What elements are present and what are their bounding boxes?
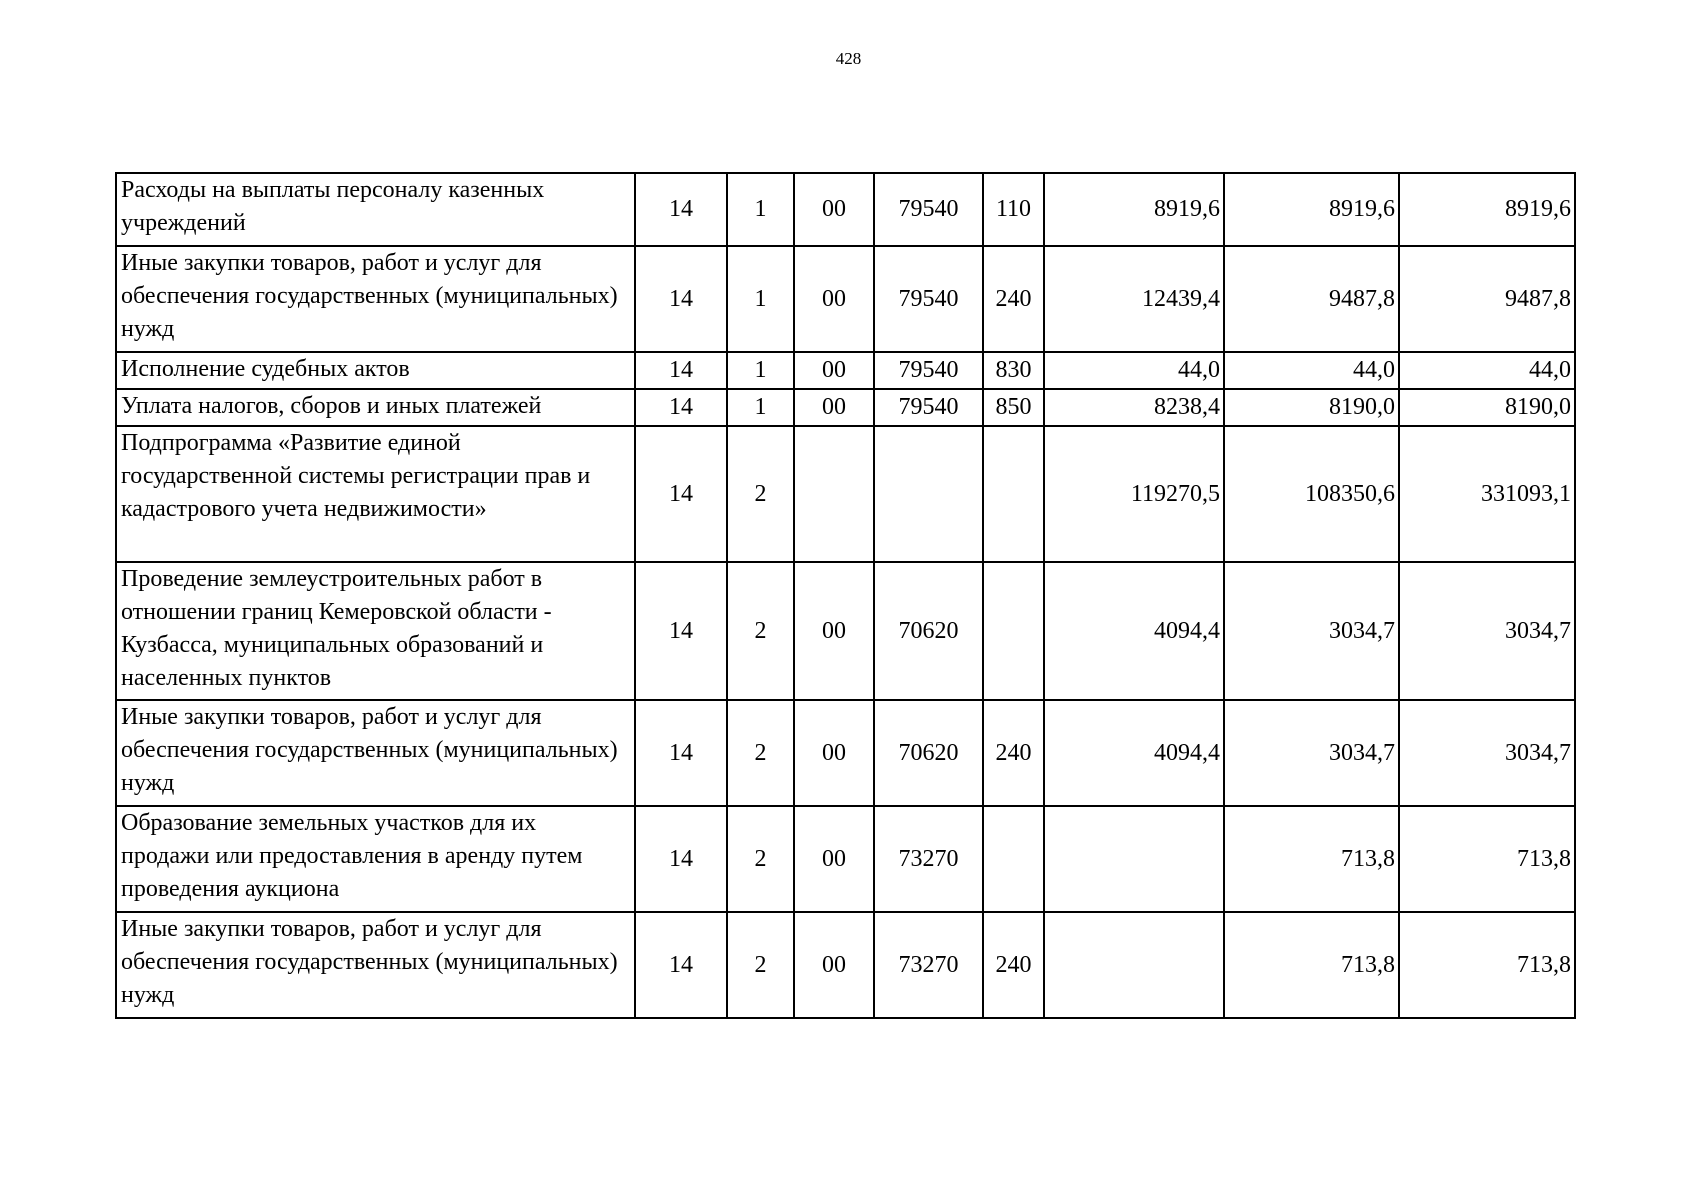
table-row (116, 352, 1575, 389)
amount-year-2: 3034,7 (1224, 562, 1399, 700)
row-name: Исполнение судебных актов (116, 352, 635, 389)
subsection-code: 1 (727, 352, 794, 389)
direction-code: 70620 (874, 562, 983, 700)
amount-year-3: 3034,7 (1399, 562, 1575, 700)
section-code: 14 (635, 912, 727, 1018)
program-code: 00 (794, 389, 874, 426)
amount-year-3: 8919,6 (1399, 173, 1575, 246)
section-code: 14 (635, 426, 727, 562)
row-name: Подпрограмма «Развитие единой государственной системы регистрации прав и кадастрового учета недвижимости» (116, 426, 635, 562)
program-code: 00 (794, 806, 874, 912)
section-code: 14 (635, 352, 727, 389)
program-code (794, 426, 874, 562)
subsection-code: 2 (727, 806, 794, 912)
section-code: 14 (635, 806, 727, 912)
amount-year-3: 713,8 (1399, 806, 1575, 912)
amount-year-1: 8919,6 (1044, 173, 1224, 246)
amount-year-1: 119270,5 (1044, 426, 1224, 562)
amount-year-2: 713,8 (1224, 912, 1399, 1018)
program-code: 00 (794, 352, 874, 389)
expense-type-code (983, 562, 1044, 700)
table-row (116, 700, 1575, 806)
amount-year-3: 713,8 (1399, 912, 1575, 1018)
expense-type-code: 830 (983, 352, 1044, 389)
direction-code: 79540 (874, 389, 983, 426)
amount-year-2: 44,0 (1224, 352, 1399, 389)
direction-code: 79540 (874, 173, 983, 246)
subsection-code: 1 (727, 173, 794, 246)
table-row (116, 426, 1575, 562)
section-code: 14 (635, 246, 727, 352)
amount-year-1: 44,0 (1044, 352, 1224, 389)
direction-code: 79540 (874, 352, 983, 389)
amount-year-2: 8919,6 (1224, 173, 1399, 246)
amount-year-2: 108350,6 (1224, 426, 1399, 562)
row-name: Образование земельных участков для их продажи или предоставления в аренду путем проведения аукциона (116, 806, 635, 912)
row-name: Расходы на выплаты персоналу казенных учреждений (116, 173, 635, 246)
table-row (116, 389, 1575, 426)
amount-year-3: 8190,0 (1399, 389, 1575, 426)
row-name: Иные закупки товаров, работ и услуг для обеспечения государственных (муниципальных) нужд (116, 246, 635, 352)
program-code: 00 (794, 246, 874, 352)
expense-type-code (983, 806, 1044, 912)
direction-code: 70620 (874, 700, 983, 806)
subsection-code: 2 (727, 562, 794, 700)
table-row (116, 912, 1575, 1018)
amount-year-3: 9487,8 (1399, 246, 1575, 352)
direction-code: 73270 (874, 912, 983, 1018)
expense-type-code: 240 (983, 700, 1044, 806)
amount-year-1 (1044, 912, 1224, 1018)
direction-code: 79540 (874, 246, 983, 352)
amount-year-2: 713,8 (1224, 806, 1399, 912)
expense-type-code (983, 426, 1044, 562)
subsection-code: 1 (727, 246, 794, 352)
amount-year-2: 9487,8 (1224, 246, 1399, 352)
subsection-code: 2 (727, 700, 794, 806)
amount-year-3: 3034,7 (1399, 700, 1575, 806)
table-row (116, 246, 1575, 352)
subsection-code: 2 (727, 426, 794, 562)
direction-code: 73270 (874, 806, 983, 912)
row-name: Иные закупки товаров, работ и услуг для обеспечения государственных (муниципальных) нужд (116, 700, 635, 806)
row-name: Иные закупки товаров, работ и услуг для обеспечения государственных (муниципальных) нужд (116, 912, 635, 1018)
program-code: 00 (794, 700, 874, 806)
section-code: 14 (635, 700, 727, 806)
subsection-code: 2 (727, 912, 794, 1018)
section-code: 14 (635, 562, 727, 700)
table-row (116, 806, 1575, 912)
page-number: 428 (835, 49, 862, 68)
program-code: 00 (794, 173, 874, 246)
direction-code (874, 426, 983, 562)
section-code: 14 (635, 389, 727, 426)
program-code: 00 (794, 562, 874, 700)
amount-year-3: 44,0 (1399, 352, 1575, 389)
amount-year-3: 331093,1 (1399, 426, 1575, 562)
program-code: 00 (794, 912, 874, 1018)
amount-year-1: 4094,4 (1044, 700, 1224, 806)
budget-table (115, 172, 1576, 1019)
amount-year-2: 3034,7 (1224, 700, 1399, 806)
row-name: Проведение землеустроительных работ в отношении границ Кемеровской области - Кузбасса, муниципальных образований и населенных пунктов (116, 562, 635, 700)
row-name: Уплата налогов, сборов и иных платежей (116, 389, 635, 426)
subsection-code: 1 (727, 389, 794, 426)
expense-type-code: 850 (983, 389, 1044, 426)
table-row (116, 173, 1575, 246)
expense-type-code: 240 (983, 912, 1044, 1018)
amount-year-1: 8238,4 (1044, 389, 1224, 426)
amount-year-2: 8190,0 (1224, 389, 1399, 426)
section-code: 14 (635, 173, 727, 246)
amount-year-1: 4094,4 (1044, 562, 1224, 700)
expense-type-code: 240 (983, 246, 1044, 352)
amount-year-1 (1044, 806, 1224, 912)
table-row (116, 562, 1575, 700)
amount-year-1: 12439,4 (1044, 246, 1224, 352)
expense-type-code: 110 (983, 173, 1044, 246)
